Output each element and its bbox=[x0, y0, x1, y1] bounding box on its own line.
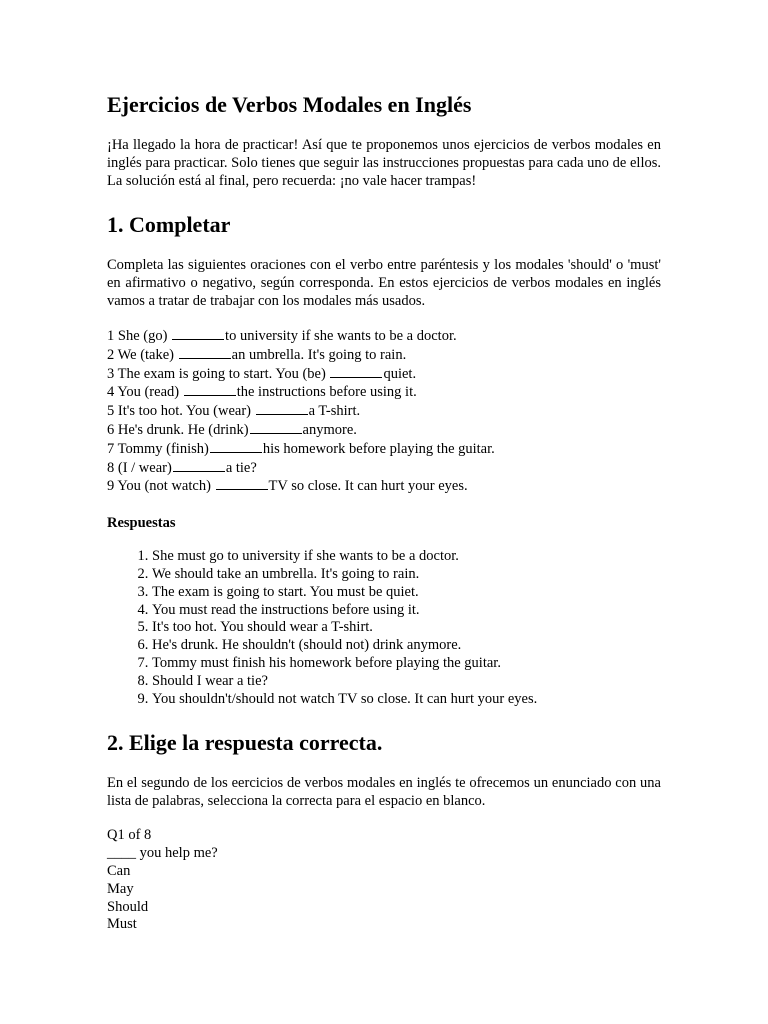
answer-blank bbox=[184, 383, 236, 396]
exercise-item bbox=[107, 365, 661, 384]
quiz-option[interactable]: Should bbox=[107, 898, 149, 915]
answer-blank bbox=[173, 459, 225, 472]
answer-item: 3. The exam is going to start. You must be quiet. bbox=[152, 584, 661, 602]
quiz-option[interactable]: May bbox=[107, 880, 134, 897]
intro-paragraph: ¡Ha llegado la hora de practicar! Así que te proponemos unos ejercicios de verbos modales en inglés para practicar. Solo tienes que seguir las instrucciones propuestas para cada uno de ellos. La solución está al final, pero recuerda: ¡no vale hacer trampas! bbox=[107, 137, 661, 189]
exercise-rest: a tie? bbox=[225, 459, 257, 476]
quiz-option[interactable]: Must bbox=[107, 916, 137, 933]
answer-blank bbox=[216, 477, 268, 490]
exercise-item bbox=[107, 459, 661, 478]
question-text: ____ you help me? bbox=[107, 845, 218, 862]
exercise-rest: anymore. bbox=[302, 421, 357, 438]
exercise-item bbox=[107, 402, 661, 421]
answer-item: 5. It's too hot. You should wear a T-shirt. bbox=[152, 619, 661, 637]
answer-item: 7. Tommy must finish his homework before playing the guitar. bbox=[152, 655, 661, 673]
answer-item: 1. She must go to university if she wants to be a doctor. bbox=[152, 548, 661, 566]
exercise-prompt: 7 Tommy (finish) bbox=[107, 440, 209, 457]
quiz-option[interactable]: Can bbox=[107, 862, 131, 879]
section-2-heading: 2. Elige la respuesta correcta. bbox=[107, 730, 383, 756]
answer-item: 6. He's drunk. He shouldn't (should not) drink anymore. bbox=[152, 637, 661, 655]
answer-blank bbox=[172, 327, 224, 340]
answer-blank bbox=[330, 365, 382, 378]
exercise-prompt: 8 (I / wear) bbox=[107, 459, 172, 476]
answer-item: 8. Should I wear a tie? bbox=[152, 673, 661, 691]
exercise-rest: the instructions before using it. bbox=[236, 384, 417, 401]
answers-heading: Respuestas bbox=[107, 515, 176, 532]
exercise-rest: a T-shirt. bbox=[308, 403, 361, 420]
answer-blank bbox=[256, 402, 308, 415]
exercise-item bbox=[107, 421, 661, 440]
exercise-rest: his homework before playing the guitar. bbox=[262, 440, 495, 457]
section-1-heading: 1. Completar bbox=[107, 212, 231, 237]
exercise-rest: TV so close. It can hurt your eyes. bbox=[268, 478, 468, 495]
exercise-prompt: 2 We (take) bbox=[107, 346, 178, 363]
answers-list bbox=[107, 548, 661, 708]
answer-blank bbox=[210, 440, 262, 453]
exercise-prompt: 6 He's drunk. He (drink) bbox=[107, 421, 249, 438]
exercise-rest: an umbrella. It's going to rain. bbox=[231, 346, 407, 363]
exercise-item bbox=[107, 440, 661, 459]
exercise-prompt: 3 The exam is going to start. You (be) bbox=[107, 365, 330, 382]
document-content bbox=[107, 92, 661, 934]
exercise-prompt: 1 She (go) bbox=[107, 328, 172, 344]
answer-blank bbox=[179, 346, 231, 359]
quiz-block bbox=[107, 827, 661, 934]
exercise-prompt: 9 You (not watch) bbox=[107, 478, 215, 495]
exercise-prompt: 5 It's too hot. You (wear) bbox=[107, 403, 255, 420]
section-1-instructions: Completa las siguientes oraciones con el verbo entre paréntesis y los modales 'should' o 'must' en afirmativo o negativo, según corresponda. En estos ejercicios de verbos modales en inglés vamos a tratar de trabajar con los modales más usados. bbox=[107, 257, 661, 309]
section-2-instructions: En el segundo de los eercicios de verbos modales en inglés te ofrecemos un enunciado con una lista de palabras, selecciona la correcta para el espacio en blanco. bbox=[107, 775, 661, 810]
exercise-prompt: 4 You (read) bbox=[107, 384, 183, 401]
exercise-item bbox=[107, 346, 661, 365]
exercise-item bbox=[107, 383, 661, 402]
exercise-rest: quiet. bbox=[383, 365, 417, 382]
answer-item: 9. You shouldn't/should not watch TV so close. It can hurt your eyes. bbox=[152, 691, 661, 709]
exercise-item bbox=[107, 327, 661, 346]
answer-item: 2. We should take an umbrella. It's going to rain. bbox=[152, 566, 661, 584]
answer-blank bbox=[250, 421, 302, 434]
answer-item: 4. You must read the instructions before using it. bbox=[152, 602, 661, 620]
question-counter: Q1 of 8 bbox=[107, 827, 152, 844]
exercise-rest: to university if she wants to be a doctor. bbox=[225, 328, 457, 344]
page-title: Ejercicios de Verbos Modales en Inglés bbox=[107, 92, 472, 117]
exercise-list bbox=[107, 327, 661, 496]
exercise-item bbox=[107, 477, 661, 496]
